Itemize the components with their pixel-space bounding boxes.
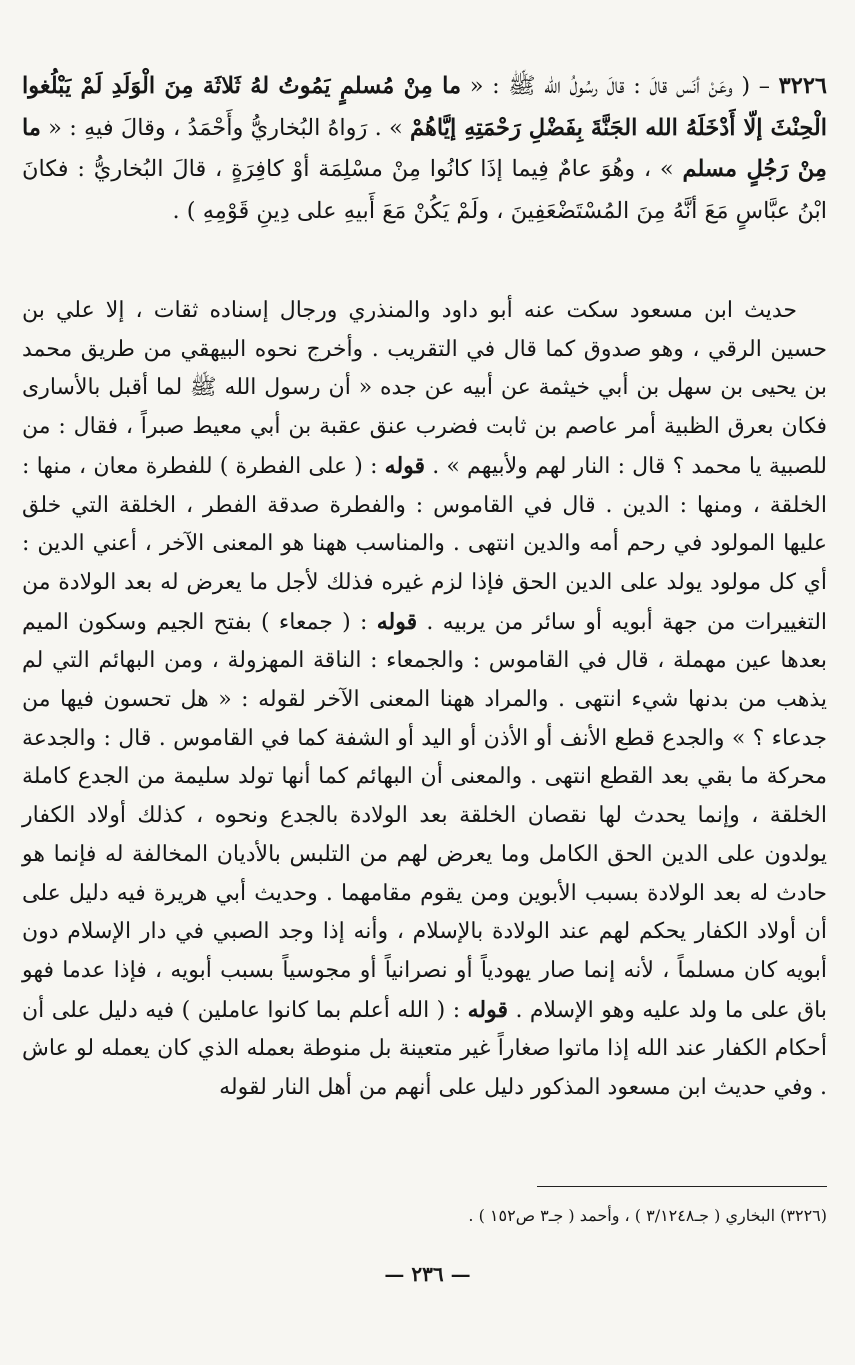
- hadith-remark: » ، وهُوَ عامٌ فِيما إذَا كانُوا مِنْ مسْلِمَة أوْ كافِرَةٍ ، قالَ البُخاريُّ : فكانَ ابْنُ عبَّاسٍ مَعَ أنَّهُ مِنَ المُسْتَضْعَفِينَ ، ولَمْ يَكُنْ مَعَ أَبيهِ على دِينِ قَوْمِهِ ) .: [22, 156, 827, 224]
- commentary-text: : ( على الفطرة ) للفطرة معان ، منها : الخلقة ، ومنها : الدين . قال في القاموس : والفطرة صدقة الفطر ، الخلقة التي خلق عليها المولود في رحم أمه والدين انتهى . والمناسب ههنا هو المعنى الآخر ، أعني الدين : أي كل مولود يولد على الدين الحق فإذا لزم غيره فذلك لأجل ما يعرض له بعد الولادة من التغييرات من جهة أبويه أو سائر من يربيه .: [22, 453, 828, 635]
- hadith-intro: – ( وعَنْ أنَس قالَ : قالَ رسُولُ الله ﷺ : «: [461, 73, 779, 99]
- footnote-divider: [537, 1186, 827, 1187]
- footnote: (٣٢٢٦) البخاري ( جـ٣/١٢٤٨ ) ، وأحمد ( جـ٣ ص١٥٢ ) .: [468, 1206, 827, 1225]
- hadith-number: ٣٢٢٦: [778, 73, 827, 99]
- page-number: — ٢٣٦ —: [384, 1262, 471, 1286]
- keyword-qawluh: قوله: [467, 996, 508, 1023]
- hadith-narration: » . رَواهُ البُخاريُّ وأَحْمَدُ ، وقالَ فيهِ : «: [40, 114, 411, 141]
- commentary: [22, 292, 827, 1108]
- hadith-matn: ما مِنْ مُسلمٍ يَمُوتُ لهُ ثَلاثَة مِنَ الْوَلَدِ لَمْ يَبْلُغوا الْحِنْثَ إلّا أَدْخَلَهُ الله الجَنَّةَ بِفَضْلِ رَحْمَتِهِ إيَّاهُمْ: [22, 73, 827, 141]
- keyword-qawluh: قوله: [384, 452, 426, 479]
- commentary-paragraph: [22, 292, 827, 1108]
- hadith-variant: ما مِنْ رَجُلٍ مسلم: [22, 114, 827, 182]
- commentary-text: : ( جمعاء ) بفتح الجيم وسكون الميم بعدها عين مهملة ، قال في القاموس : والجمعاء : الناقة المهزولة ، ومن البهائم التي لم يذهب من بدنها شيء انتهى . والمراد ههنا المعنى الآخر لقوله : « هل تحسون فيها من جدعاء ؟ » والجدع قطع الأنف أو الأذن أو اليد أو الشفة كما في القاموس . قال : والجدعة محركة ما بقي بعد القطع انتهى . والمعنى أن البهائم كما أنها تولد سليمة من الجدع كاملة الخلقة ، وإنما يحدث لها نقصان الخلقة بعد الولادة بالجدع ونحوه ، كذلك أولاد الكفار يولدون على الدين الحق الكامل وما يعرض لهم من التلبس بالأديان المخالفة له فإنما هو حادث له بعد الولادة بسبب الأبوين ومن يقوم مقامهما . وحديث أبي هريرة فيه دليل على أن أولاد الكفار يحكم لهم عند الولادة بالإسلام ، وأنه إذا وجد الصبي في دار الإسلام دون أبويه كان مسلماً ، لأنه إنما صار يهودياً أو نصرانياً أو مجوسياً بسبب أبويه ، فإذا عدما فهو باق على ما ولد عليه وهو الإسلام .: [22, 609, 828, 1023]
- commentary-text: حديث ابن مسعود سكت عنه أبو داود والمنذري ورجال إسناده ثقات ، إلا علي بن حسين الرقي ، وهو صدوق كما قال في التقريب . وأخرج نحوه البيهقي من طريق محمد بن يحيى بن سهل بن أبي خيثمة عن أبيه عن جده « أن رسول الله ﷺ لما أقبل بالأسارى فكان بعرق الظبية أمر عاصم بن ثابت فضرب عنق عقبة بن أبي معيط صبراً ، فقال : من للصبية يا محمد ؟ قال : النار لهم ولأبيهم » .: [22, 298, 828, 479]
- keyword-qawluh: قوله: [376, 608, 418, 635]
- commentary-text: : ( الله أعلم بما كانوا عاملين ) فيه دليل على أن أحكام الكفار عند الله إذا ماتوا صغاراً غير متعينة بل منوطة بعمله الذي كان يعمله لو عاش . وفي حديث ابن مسعود المذكور دليل على أنهم من أهل النار لقوله: [22, 997, 827, 1101]
- hadith-text: [22, 66, 827, 232]
